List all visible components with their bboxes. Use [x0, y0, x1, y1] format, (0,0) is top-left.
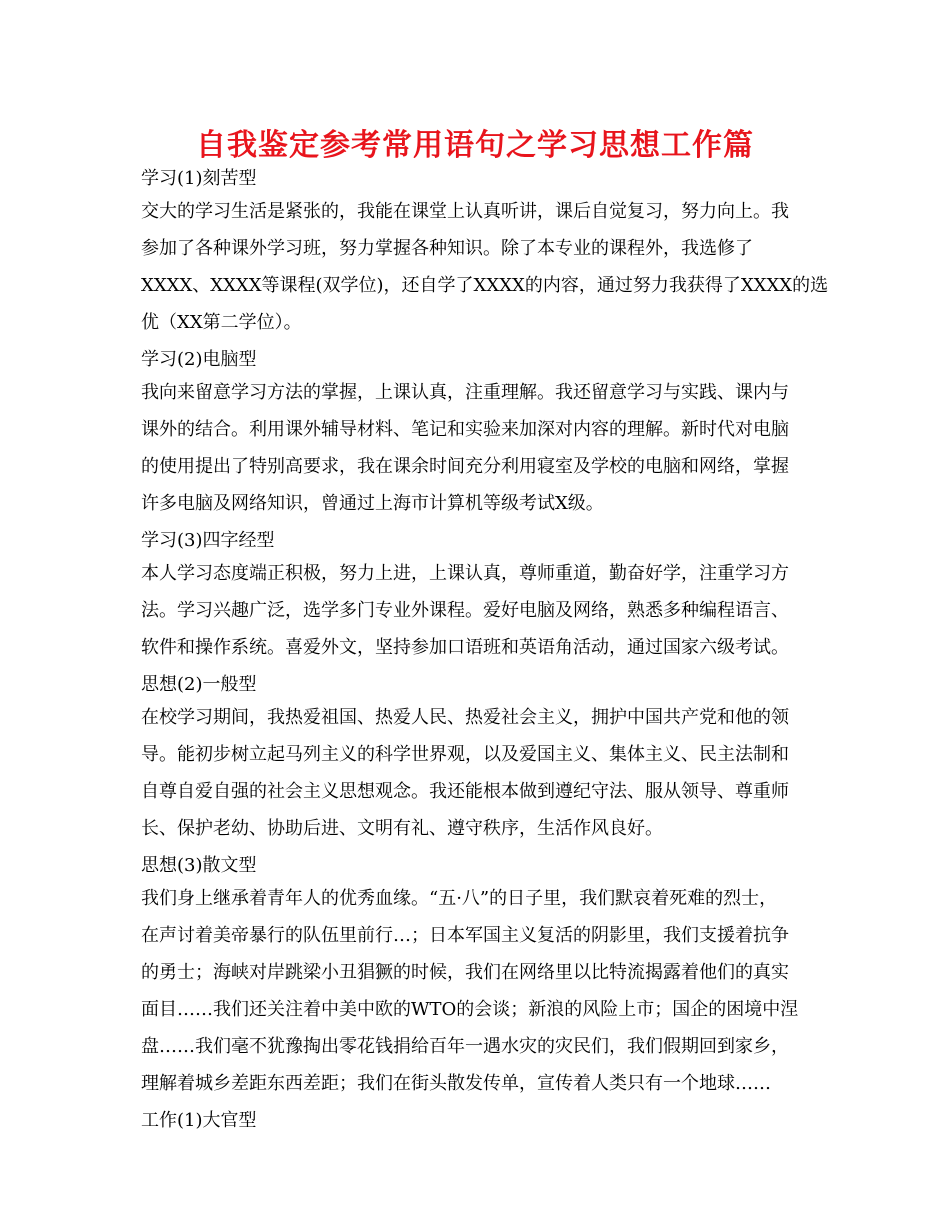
document-title: 自我鉴定参考常用语句之学习思想工作篇: [196, 128, 754, 163]
paragraph-line: 理解着城乡差距东西差距；我们在街头散发传单，宣传着人类只有一个地球……: [141, 1073, 771, 1094]
paragraph-line: 本人学习态度端正积极，努力上进，上课认真，尊师重道，勤奋好学，注重学习方: [141, 563, 789, 584]
paragraph-line: 交大的学习生活是紧张的，我能在课堂上认真听讲，课后自觉复习，努力向上。我: [141, 201, 789, 222]
paragraph-line: 软件和操作系统。喜爱外文，坚持参加口语班和英语角活动，通过国家六级考试。: [141, 637, 789, 658]
section-heading: 思想(3)散文型: [141, 855, 257, 876]
paragraph-line: 我向来留意学习方法的掌握，上课认真，注重理解。我还留意学习与实践、课内与: [141, 382, 789, 403]
section-heading: 学习(1)刻苦型: [141, 168, 257, 189]
paragraph-line: 参加了各种课外学习班，努力掌握各种知识。除了本专业的课程外，我选修了: [141, 238, 753, 259]
section-heading: 工作(1)大官型: [141, 1110, 257, 1131]
section-heading: 学习(3)四字经型: [141, 530, 275, 551]
paragraph-line: 的勇士；海峡对岸跳梁小丑猖獗的时候，我们在网络里以比特流揭露着他们的真实: [141, 962, 789, 983]
section-heading: 学习(2)电脑型: [141, 349, 257, 370]
section-heading: 思想(2)一般型: [141, 674, 257, 695]
paragraph-line: 法。学习兴趣广泛，选学多门专业外课程。爱好电脑及网络，熟悉多种编程语言、: [141, 600, 789, 621]
paragraph-line: 我们身上继承着青年人的优秀血缘。“五·八”的日子里，我们默哀着死难的烈士，: [141, 888, 778, 909]
paragraph-line: 面目……我们还关注着中美中欧的WTO的会谈；新浪的风险上市；国企的困境中涅: [141, 999, 799, 1020]
paragraph-line: 课外的结合。利用课外辅导材料、笔记和实验来加深对内容的理解。新时代对电脑: [141, 419, 789, 440]
paragraph-line: 的使用提出了特别高要求，我在课余时间充分利用寝室及学校的电脑和网络，掌握: [141, 456, 789, 477]
paragraph-line: 在声讨着美帝暴行的队伍里前行…；日本军国主义复活的阴影里，我们支援着抗争: [141, 925, 789, 946]
document-body: [141, 167, 831, 1142]
paragraph-line: 在校学习期间，我热爱祖国、热爱人民、热爱社会主义，拥护中国共产党和他的领: [141, 707, 789, 728]
paragraph-line: XXXX、XXXX等课程(双学位)，还自学了XXXX的内容，通过努力我获得了XXXX的选: [141, 275, 829, 296]
paragraph-line: 自尊自爱自强的社会主义思想观念。我还能根本做到遵纪守法、服从领导、尊重师: [141, 781, 789, 802]
paragraph-line: 长、保护老幼、协助后进、文明有礼、遵守秩序，生活作风良好。: [141, 818, 663, 839]
paragraph-line: 优（XX第二学位）。: [141, 312, 302, 333]
paragraph-line: 导。能初步树立起马列主义的科学世界观，以及爱国主义、集体主义、民主法制和: [141, 744, 789, 765]
paragraph-line: 盘……我们毫不犹豫掏出零花钱捐给百年一遇水灾的灾民们，我们假期回到家乡，: [141, 1036, 789, 1057]
paragraph-line: 许多电脑及网络知识，曾通过上海市计算机等级考试X级。: [141, 493, 604, 514]
